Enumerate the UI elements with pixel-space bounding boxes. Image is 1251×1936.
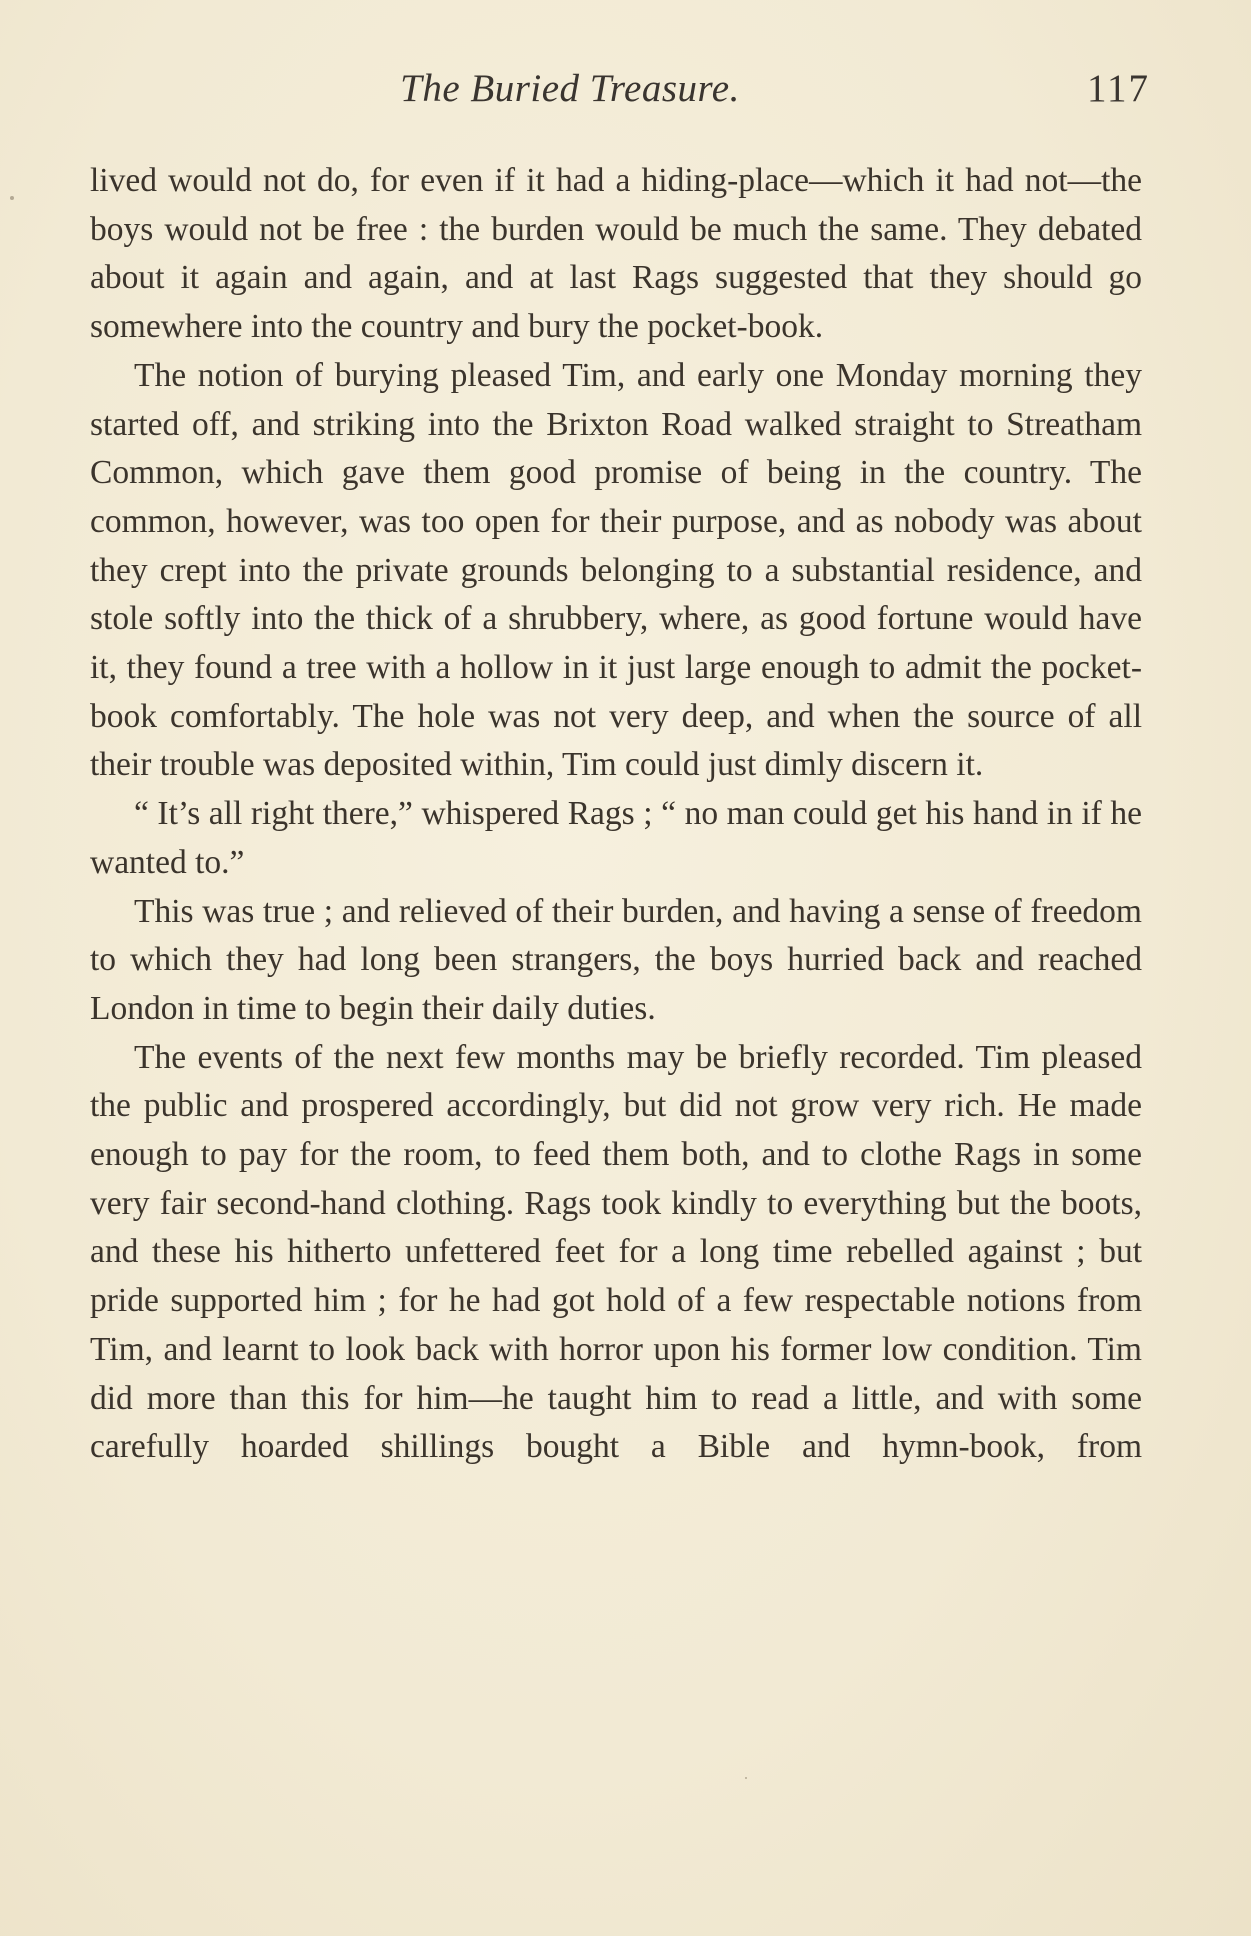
body-text — [90, 157, 1142, 1472]
paragraph-1: lived would not do, for even if it had a hiding-place—which it had not—the boys would not be free : the burden would be much the same. They debated about it again and again, and at last Rags suggested that they should go somewhere into the country and bury the pocket-book. — [90, 162, 1142, 346]
paragraph-4: This was true ; and relieved of their burden, and having a sense of freedom to which they had long been strangers, the boys hurried back and reached London in time to begin their daily duties. — [90, 892, 1142, 1027]
page-number: 117 — [1086, 67, 1150, 110]
paragraph-2: The notion of burying pleased Tim, and early one Monday morning they started off, and striking into the Brixton Road walked straight to Streatham Common, which gave them good promise of being in the country. The common, however, was too open for their purpose, and as nobody was about they crept into the private grounds belonging to a substantial residence, and stole softly into the thick of a shrubbery, where, as good fortune would have it, they found a tree with a hollow in it just large enough to admit the pocket-book comfortably. The hole was not very deep, and when the source of all their trouble was deposited within, Tim could just dimly discern it. — [90, 356, 1142, 784]
paper-speck — [745, 1777, 747, 1779]
running-title: The Buried Treasure. — [400, 67, 740, 110]
paper-speck — [10, 196, 14, 200]
running-head — [90, 62, 1150, 122]
paragraph-3: “ It’s all right there,” whispered Rags ; “ no man could get his hand in if he wanted to.” — [90, 795, 1142, 881]
paragraph-5: The events of the next few months may be briefly recorded. Tim pleased the public and prospered accordingly, but did not grow very rich. He made enough to pay for the room, to feed them both, and to clothe Rags in some very fair second-hand clothing. Rags took kindly to everything but the boots, and these his hitherto unfettered feet for a long time rebelled against ; but pride supported him ; for he had got hold of a few respectable notions from Tim, and learnt to look back with horror upon his former low condition. Tim did more than this for him—he taught him to read a little, and with some carefully hoarded shillings bought a Bible and hymn-book, from — [90, 1038, 1142, 1466]
